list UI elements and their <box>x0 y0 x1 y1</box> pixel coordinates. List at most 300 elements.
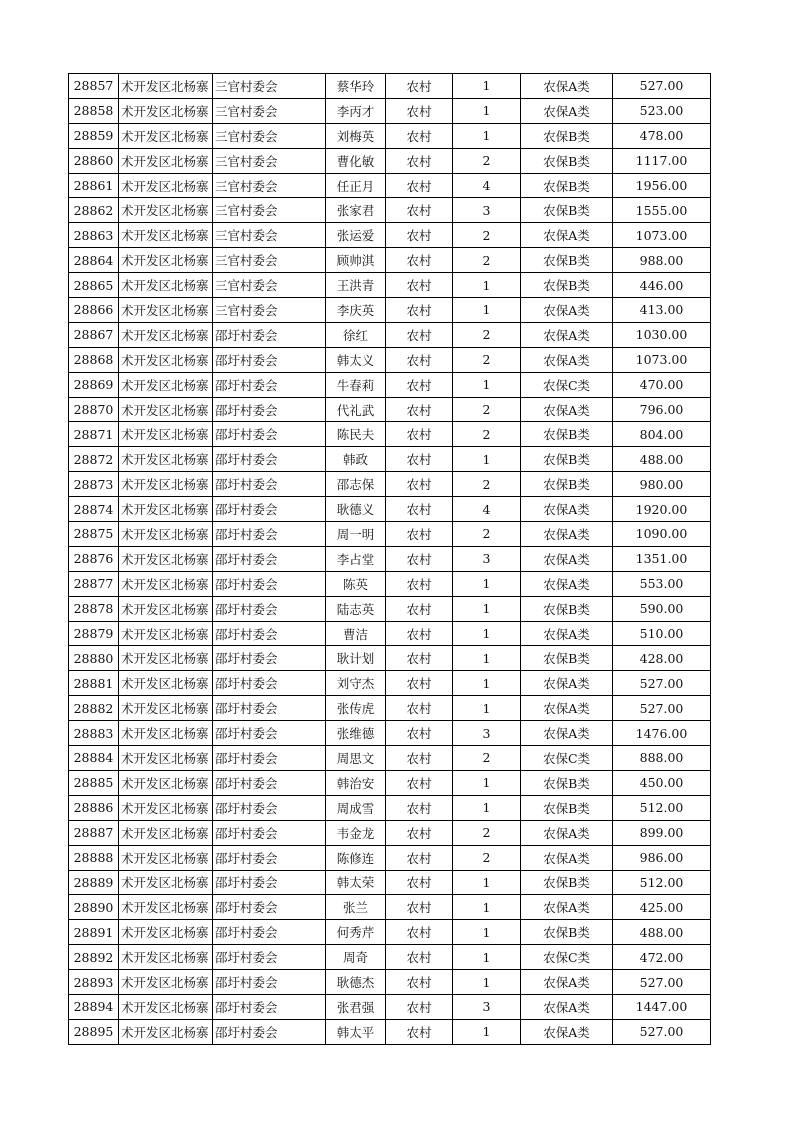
records-table <box>68 73 711 1045</box>
table-row <box>69 870 711 895</box>
household-type-cell: 农村 <box>386 497 453 522</box>
member-count-cell: 3 <box>453 721 521 746</box>
district-cell: 术开发区北杨寨 <box>119 447 213 472</box>
household-type-cell: 农村 <box>386 970 453 995</box>
person-name-cell: 张运爱 <box>326 223 386 248</box>
insurance-category-cell: 农保A类 <box>521 1019 613 1044</box>
district-cell: 术开发区北杨寨 <box>119 721 213 746</box>
table-row <box>69 571 711 596</box>
record-id-cell: 28879 <box>69 621 119 646</box>
village-committee-cell: 邵圩村委会 <box>213 497 326 522</box>
record-id-cell: 28893 <box>69 970 119 995</box>
record-id-cell: 28878 <box>69 596 119 621</box>
amount-cell: 980.00 <box>613 472 711 497</box>
table-row <box>69 546 711 571</box>
person-name-cell: 陈修连 <box>326 845 386 870</box>
table-row <box>69 596 711 621</box>
record-id-cell: 28872 <box>69 447 119 472</box>
table-row <box>69 472 711 497</box>
record-id-cell: 28875 <box>69 522 119 547</box>
member-count-cell: 1 <box>453 945 521 970</box>
household-type-cell: 农村 <box>386 696 453 721</box>
amount-cell: 413.00 <box>613 298 711 323</box>
village-committee-cell: 邵圩村委会 <box>213 1019 326 1044</box>
member-count-cell: 1 <box>453 298 521 323</box>
amount-cell: 478.00 <box>613 123 711 148</box>
table-row <box>69 98 711 123</box>
household-type-cell: 农村 <box>386 721 453 746</box>
member-count-cell: 1 <box>453 372 521 397</box>
insurance-category-cell: 农保C类 <box>521 746 613 771</box>
district-cell: 术开发区北杨寨 <box>119 945 213 970</box>
household-type-cell: 农村 <box>386 671 453 696</box>
member-count-cell: 4 <box>453 497 521 522</box>
district-cell: 术开发区北杨寨 <box>119 571 213 596</box>
insurance-category-cell: 农保A类 <box>521 571 613 596</box>
member-count-cell: 2 <box>453 820 521 845</box>
district-cell: 术开发区北杨寨 <box>119 920 213 945</box>
table-row <box>69 322 711 347</box>
village-committee-cell: 三官村委会 <box>213 74 326 99</box>
table-row <box>69 945 711 970</box>
household-type-cell: 农村 <box>386 795 453 820</box>
table-row <box>69 820 711 845</box>
household-type-cell: 农村 <box>386 870 453 895</box>
village-committee-cell: 邵圩村委会 <box>213 721 326 746</box>
amount-cell: 527.00 <box>613 671 711 696</box>
member-count-cell: 1 <box>453 870 521 895</box>
village-committee-cell: 邵圩村委会 <box>213 696 326 721</box>
amount-cell: 488.00 <box>613 920 711 945</box>
member-count-cell: 4 <box>453 173 521 198</box>
person-name-cell: 张家君 <box>326 198 386 223</box>
household-type-cell: 农村 <box>386 347 453 372</box>
table-row <box>69 223 711 248</box>
member-count-cell: 2 <box>453 746 521 771</box>
district-cell: 术开发区北杨寨 <box>119 347 213 372</box>
household-type-cell: 农村 <box>386 845 453 870</box>
household-type-cell: 农村 <box>386 994 453 1019</box>
member-count-cell: 2 <box>453 845 521 870</box>
record-id-cell: 28861 <box>69 173 119 198</box>
amount-cell: 472.00 <box>613 945 711 970</box>
household-type-cell: 农村 <box>386 223 453 248</box>
amount-cell: 488.00 <box>613 447 711 472</box>
district-cell: 术开发区北杨寨 <box>119 173 213 198</box>
record-id-cell: 28860 <box>69 148 119 173</box>
person-name-cell: 耿德杰 <box>326 970 386 995</box>
table-row <box>69 671 711 696</box>
person-name-cell: 陆志英 <box>326 596 386 621</box>
household-type-cell: 农村 <box>386 273 453 298</box>
amount-cell: 1073.00 <box>613 347 711 372</box>
district-cell: 术开发区北杨寨 <box>119 322 213 347</box>
person-name-cell: 曹化敏 <box>326 148 386 173</box>
table-row <box>69 248 711 273</box>
table-row <box>69 148 711 173</box>
member-count-cell: 2 <box>453 223 521 248</box>
insurance-category-cell: 农保B类 <box>521 422 613 447</box>
table-row <box>69 123 711 148</box>
district-cell: 术开发区北杨寨 <box>119 546 213 571</box>
member-count-cell: 3 <box>453 546 521 571</box>
member-count-cell: 1 <box>453 273 521 298</box>
village-committee-cell: 邵圩村委会 <box>213 347 326 372</box>
insurance-category-cell: 农保B类 <box>521 472 613 497</box>
insurance-category-cell: 农保B类 <box>521 148 613 173</box>
village-committee-cell: 三官村委会 <box>213 248 326 273</box>
person-name-cell: 耿计划 <box>326 646 386 671</box>
record-id-cell: 28887 <box>69 820 119 845</box>
household-type-cell: 农村 <box>386 546 453 571</box>
insurance-category-cell: 农保A类 <box>521 298 613 323</box>
insurance-category-cell: 农保A类 <box>521 522 613 547</box>
insurance-category-cell: 农保A类 <box>521 845 613 870</box>
district-cell: 术开发区北杨寨 <box>119 671 213 696</box>
insurance-category-cell: 农保A类 <box>521 98 613 123</box>
village-committee-cell: 邵圩村委会 <box>213 970 326 995</box>
person-name-cell: 刘梅英 <box>326 123 386 148</box>
village-committee-cell: 三官村委会 <box>213 98 326 123</box>
village-committee-cell: 邵圩村委会 <box>213 447 326 472</box>
member-count-cell: 1 <box>453 671 521 696</box>
record-id-cell: 28892 <box>69 945 119 970</box>
person-name-cell: 周奇 <box>326 945 386 970</box>
household-type-cell: 农村 <box>386 770 453 795</box>
amount-cell: 1956.00 <box>613 173 711 198</box>
amount-cell: 1920.00 <box>613 497 711 522</box>
household-type-cell: 农村 <box>386 173 453 198</box>
record-id-cell: 28874 <box>69 497 119 522</box>
district-cell: 术开发区北杨寨 <box>119 596 213 621</box>
amount-cell: 510.00 <box>613 621 711 646</box>
amount-cell: 527.00 <box>613 970 711 995</box>
household-type-cell: 农村 <box>386 447 453 472</box>
record-id-cell: 28881 <box>69 671 119 696</box>
table-row <box>69 298 711 323</box>
member-count-cell: 1 <box>453 1019 521 1044</box>
insurance-category-cell: 农保C类 <box>521 945 613 970</box>
district-cell: 术开发区北杨寨 <box>119 795 213 820</box>
member-count-cell: 1 <box>453 970 521 995</box>
record-id-cell: 28868 <box>69 347 119 372</box>
person-name-cell: 李庆英 <box>326 298 386 323</box>
insurance-category-cell: 农保A类 <box>521 994 613 1019</box>
member-count-cell: 1 <box>453 621 521 646</box>
household-type-cell: 农村 <box>386 522 453 547</box>
person-name-cell: 陈英 <box>326 571 386 596</box>
village-committee-cell: 邵圩村委会 <box>213 845 326 870</box>
member-count-cell: 1 <box>453 123 521 148</box>
amount-cell: 553.00 <box>613 571 711 596</box>
district-cell: 术开发区北杨寨 <box>119 223 213 248</box>
record-id-cell: 28890 <box>69 895 119 920</box>
record-id-cell: 28871 <box>69 422 119 447</box>
amount-cell: 1555.00 <box>613 198 711 223</box>
village-committee-cell: 邵圩村委会 <box>213 746 326 771</box>
village-committee-cell: 邵圩村委会 <box>213 522 326 547</box>
record-id-cell: 28891 <box>69 920 119 945</box>
insurance-category-cell: 农保A类 <box>521 322 613 347</box>
person-name-cell: 韩太荣 <box>326 870 386 895</box>
household-type-cell: 农村 <box>386 945 453 970</box>
person-name-cell: 徐红 <box>326 322 386 347</box>
household-type-cell: 农村 <box>386 1019 453 1044</box>
member-count-cell: 2 <box>453 522 521 547</box>
district-cell: 术开发区北杨寨 <box>119 820 213 845</box>
village-committee-cell: 邵圩村委会 <box>213 596 326 621</box>
table-row <box>69 1019 711 1044</box>
village-committee-cell: 邵圩村委会 <box>213 994 326 1019</box>
person-name-cell: 耿德义 <box>326 497 386 522</box>
insurance-category-cell: 农保B类 <box>521 646 613 671</box>
village-committee-cell: 三官村委会 <box>213 173 326 198</box>
household-type-cell: 农村 <box>386 298 453 323</box>
table-row <box>69 770 711 795</box>
record-id-cell: 28885 <box>69 770 119 795</box>
village-committee-cell: 邵圩村委会 <box>213 920 326 945</box>
household-type-cell: 农村 <box>386 148 453 173</box>
record-id-cell: 28894 <box>69 994 119 1019</box>
record-id-cell: 28884 <box>69 746 119 771</box>
district-cell: 术开发区北杨寨 <box>119 696 213 721</box>
member-count-cell: 1 <box>453 770 521 795</box>
member-count-cell: 1 <box>453 447 521 472</box>
household-type-cell: 农村 <box>386 372 453 397</box>
table-row <box>69 173 711 198</box>
table-row <box>69 522 711 547</box>
amount-cell: 590.00 <box>613 596 711 621</box>
amount-cell: 988.00 <box>613 248 711 273</box>
household-type-cell: 农村 <box>386 920 453 945</box>
village-committee-cell: 邵圩村委会 <box>213 571 326 596</box>
person-name-cell: 韩政 <box>326 447 386 472</box>
district-cell: 术开发区北杨寨 <box>119 248 213 273</box>
table-row <box>69 696 711 721</box>
record-id-cell: 28867 <box>69 322 119 347</box>
record-id-cell: 28895 <box>69 1019 119 1044</box>
record-id-cell: 28883 <box>69 721 119 746</box>
district-cell: 术开发区北杨寨 <box>119 422 213 447</box>
table-row <box>69 970 711 995</box>
member-count-cell: 2 <box>453 422 521 447</box>
district-cell: 术开发区北杨寨 <box>119 994 213 1019</box>
insurance-category-cell: 农保A类 <box>521 347 613 372</box>
household-type-cell: 农村 <box>386 621 453 646</box>
village-committee-cell: 邵圩村委会 <box>213 770 326 795</box>
village-committee-cell: 三官村委会 <box>213 123 326 148</box>
member-count-cell: 1 <box>453 74 521 99</box>
amount-cell: 1090.00 <box>613 522 711 547</box>
insurance-category-cell: 农保A类 <box>521 546 613 571</box>
district-cell: 术开发区北杨寨 <box>119 497 213 522</box>
village-committee-cell: 邵圩村委会 <box>213 621 326 646</box>
insurance-category-cell: 农保A类 <box>521 820 613 845</box>
member-count-cell: 2 <box>453 472 521 497</box>
household-type-cell: 农村 <box>386 322 453 347</box>
district-cell: 术开发区北杨寨 <box>119 522 213 547</box>
household-type-cell: 农村 <box>386 74 453 99</box>
person-name-cell: 邵志保 <box>326 472 386 497</box>
person-name-cell: 张维德 <box>326 721 386 746</box>
member-count-cell: 1 <box>453 920 521 945</box>
household-type-cell: 农村 <box>386 472 453 497</box>
village-committee-cell: 三官村委会 <box>213 273 326 298</box>
person-name-cell: 代礼武 <box>326 397 386 422</box>
amount-cell: 1447.00 <box>613 994 711 1019</box>
person-name-cell: 任正月 <box>326 173 386 198</box>
amount-cell: 1476.00 <box>613 721 711 746</box>
table-row <box>69 198 711 223</box>
member-count-cell: 1 <box>453 646 521 671</box>
insurance-category-cell: 农保C类 <box>521 372 613 397</box>
district-cell: 术开发区北杨寨 <box>119 870 213 895</box>
member-count-cell: 2 <box>453 397 521 422</box>
village-committee-cell: 三官村委会 <box>213 298 326 323</box>
table-row <box>69 397 711 422</box>
insurance-category-cell: 农保B类 <box>521 198 613 223</box>
member-count-cell: 2 <box>453 322 521 347</box>
village-committee-cell: 邵圩村委会 <box>213 945 326 970</box>
table-row <box>69 646 711 671</box>
household-type-cell: 农村 <box>386 646 453 671</box>
person-name-cell: 陈民夫 <box>326 422 386 447</box>
record-id-cell: 28886 <box>69 795 119 820</box>
district-cell: 术开发区北杨寨 <box>119 298 213 323</box>
insurance-category-cell: 农保B类 <box>521 870 613 895</box>
table-row <box>69 895 711 920</box>
household-type-cell: 农村 <box>386 596 453 621</box>
district-cell: 术开发区北杨寨 <box>119 845 213 870</box>
district-cell: 术开发区北杨寨 <box>119 472 213 497</box>
district-cell: 术开发区北杨寨 <box>119 1019 213 1044</box>
person-name-cell: 张兰 <box>326 895 386 920</box>
village-committee-cell: 邵圩村委会 <box>213 546 326 571</box>
district-cell: 术开发区北杨寨 <box>119 770 213 795</box>
amount-cell: 986.00 <box>613 845 711 870</box>
village-committee-cell: 三官村委会 <box>213 198 326 223</box>
insurance-category-cell: 农保B类 <box>521 248 613 273</box>
record-id-cell: 28865 <box>69 273 119 298</box>
insurance-category-cell: 农保B类 <box>521 770 613 795</box>
amount-cell: 804.00 <box>613 422 711 447</box>
member-count-cell: 1 <box>453 596 521 621</box>
amount-cell: 899.00 <box>613 820 711 845</box>
household-type-cell: 农村 <box>386 746 453 771</box>
record-id-cell: 28866 <box>69 298 119 323</box>
insurance-category-cell: 农保A类 <box>521 721 613 746</box>
record-id-cell: 28873 <box>69 472 119 497</box>
record-id-cell: 28862 <box>69 198 119 223</box>
table-row <box>69 746 711 771</box>
table-row <box>69 74 711 99</box>
household-type-cell: 农村 <box>386 397 453 422</box>
person-name-cell: 周一明 <box>326 522 386 547</box>
insurance-category-cell: 农保A类 <box>521 74 613 99</box>
person-name-cell: 周思文 <box>326 746 386 771</box>
table-row <box>69 845 711 870</box>
record-id-cell: 28870 <box>69 397 119 422</box>
village-committee-cell: 邵圩村委会 <box>213 820 326 845</box>
record-id-cell: 28869 <box>69 372 119 397</box>
table-row <box>69 994 711 1019</box>
insurance-category-cell: 农保B类 <box>521 173 613 198</box>
district-cell: 术开发区北杨寨 <box>119 198 213 223</box>
member-count-cell: 1 <box>453 895 521 920</box>
household-type-cell: 农村 <box>386 98 453 123</box>
village-committee-cell: 邵圩村委会 <box>213 671 326 696</box>
district-cell: 术开发区北杨寨 <box>119 148 213 173</box>
amount-cell: 446.00 <box>613 273 711 298</box>
insurance-category-cell: 农保A类 <box>521 397 613 422</box>
amount-cell: 512.00 <box>613 795 711 820</box>
record-id-cell: 28882 <box>69 696 119 721</box>
member-count-cell: 3 <box>453 994 521 1019</box>
amount-cell: 796.00 <box>613 397 711 422</box>
district-cell: 术开发区北杨寨 <box>119 646 213 671</box>
record-id-cell: 28858 <box>69 98 119 123</box>
insurance-category-cell: 农保B类 <box>521 920 613 945</box>
insurance-category-cell: 农保A类 <box>521 970 613 995</box>
member-count-cell: 2 <box>453 148 521 173</box>
village-committee-cell: 邵圩村委会 <box>213 795 326 820</box>
amount-cell: 450.00 <box>613 770 711 795</box>
village-committee-cell: 三官村委会 <box>213 223 326 248</box>
member-count-cell: 2 <box>453 347 521 372</box>
village-committee-cell: 邵圩村委会 <box>213 322 326 347</box>
person-name-cell: 李丙才 <box>326 98 386 123</box>
record-id-cell: 28877 <box>69 571 119 596</box>
member-count-cell: 3 <box>453 198 521 223</box>
household-type-cell: 农村 <box>386 820 453 845</box>
insurance-category-cell: 农保A类 <box>521 895 613 920</box>
village-committee-cell: 邵圩村委会 <box>213 472 326 497</box>
person-name-cell: 王洪青 <box>326 273 386 298</box>
record-id-cell: 28880 <box>69 646 119 671</box>
district-cell: 术开发区北杨寨 <box>119 123 213 148</box>
household-type-cell: 农村 <box>386 123 453 148</box>
district-cell: 术开发区北杨寨 <box>119 74 213 99</box>
household-type-cell: 农村 <box>386 895 453 920</box>
person-name-cell: 何秀芹 <box>326 920 386 945</box>
amount-cell: 512.00 <box>613 870 711 895</box>
district-cell: 术开发区北杨寨 <box>119 746 213 771</box>
village-committee-cell: 邵圩村委会 <box>213 895 326 920</box>
table-row <box>69 347 711 372</box>
person-name-cell: 韩太平 <box>326 1019 386 1044</box>
table-row <box>69 920 711 945</box>
record-id-cell: 28876 <box>69 546 119 571</box>
amount-cell: 1117.00 <box>613 148 711 173</box>
record-id-cell: 28859 <box>69 123 119 148</box>
person-name-cell: 李占堂 <box>326 546 386 571</box>
amount-cell: 1073.00 <box>613 223 711 248</box>
record-id-cell: 28864 <box>69 248 119 273</box>
person-name-cell: 韩太义 <box>326 347 386 372</box>
table-row <box>69 447 711 472</box>
amount-cell: 527.00 <box>613 1019 711 1044</box>
person-name-cell: 周成雪 <box>326 795 386 820</box>
village-committee-cell: 邵圩村委会 <box>213 397 326 422</box>
household-type-cell: 农村 <box>386 571 453 596</box>
village-committee-cell: 邵圩村委会 <box>213 870 326 895</box>
person-name-cell: 牛春莉 <box>326 372 386 397</box>
insurance-category-cell: 农保B类 <box>521 123 613 148</box>
table-row <box>69 721 711 746</box>
insurance-category-cell: 农保A类 <box>521 497 613 522</box>
district-cell: 术开发区北杨寨 <box>119 397 213 422</box>
insurance-category-cell: 农保B类 <box>521 273 613 298</box>
